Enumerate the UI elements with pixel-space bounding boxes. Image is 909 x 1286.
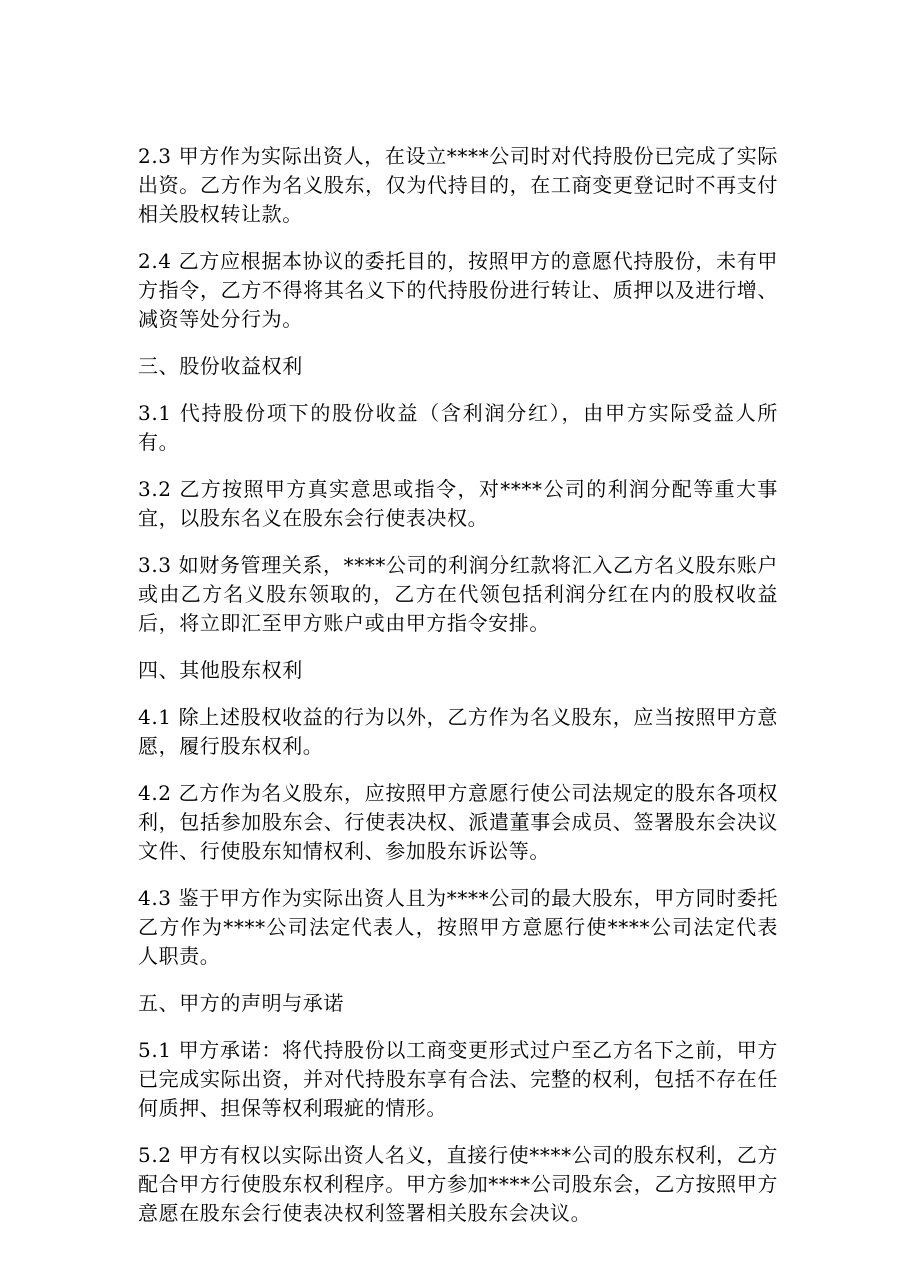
clause-2-4: 2.4 乙方应根据本协议的委托目的，按照甲方的意愿代持股份，未有甲方指令，乙方不得将其名义下的代持股份进行转让、质押以及进行增、减资等处分行为。 — [138, 249, 778, 331]
clause-5-2: 5.2 甲方有权以实际出资人名义，直接行使****公司的股东权利，乙方配合甲方行使股东权利程序。甲方参加****公司股东会，乙方按照甲方意愿在股东会行使表决权利签署相关股东会决议。 — [138, 1143, 778, 1225]
section-3-heading: 三、股份收益权利 — [138, 354, 303, 378]
clause-2-3: 2.3 甲方作为实际出资人，在设立****公司时对代持股份已完成了实际出资。乙方作为名义股东，仅为代持目的，在工商变更登记时不再支付相关股权转让款。 — [138, 144, 778, 226]
clause-3-2: 3.2 乙方按照甲方真实意思或指令，对****公司的利润分配等重大事宜，以股东名义在股东会行使表决权。 — [138, 477, 778, 530]
clause-4-2: 4.2 乙方作为名义股东，应按照甲方意愿行使公司法规定的股东各项权利，包括参加股东会、行使表决权、派遣董事会成员、签署股东会决议文件、行使股东知情权利、参加股东诉讼等。 — [138, 781, 778, 863]
section-4-heading: 四、其他股东权利 — [138, 658, 303, 682]
clause-4-1: 4.1 除上述股权收益的行为以外，乙方作为名义股东，应当按照甲方意愿，履行股东权利。 — [138, 705, 778, 758]
document-body — [138, 142, 778, 1246]
clause-5-1: 5.1 甲方承诺：将代持股份以工商变更形式过户至乙方名下之前，甲方已完成实际出资，并对代持股东享有合法、完整的权利，包括不存在任何质押、担保等权利瑕疵的情形。 — [138, 1038, 778, 1120]
clause-3-1: 3.1 代持股份项下的股份收益（含利润分红），由甲方实际受益人所有。 — [138, 401, 778, 454]
clause-4-3: 4.3 鉴于甲方作为实际出资人且为****公司的最大股东，甲方同时委托乙方作为****公司法定代表人，按照甲方意愿行使****公司法定代表人职责。 — [138, 886, 778, 968]
clause-3-3: 3.3 如财务管理关系，****公司的利润分红款将汇入乙方名义股东账户或由乙方名义股东领取的，乙方在代领包括利润分红在内的股权收益后，将立即汇至甲方账户或由甲方指令安排。 — [138, 553, 778, 635]
section-5-heading: 五、甲方的声明与承诺 — [138, 991, 344, 1015]
